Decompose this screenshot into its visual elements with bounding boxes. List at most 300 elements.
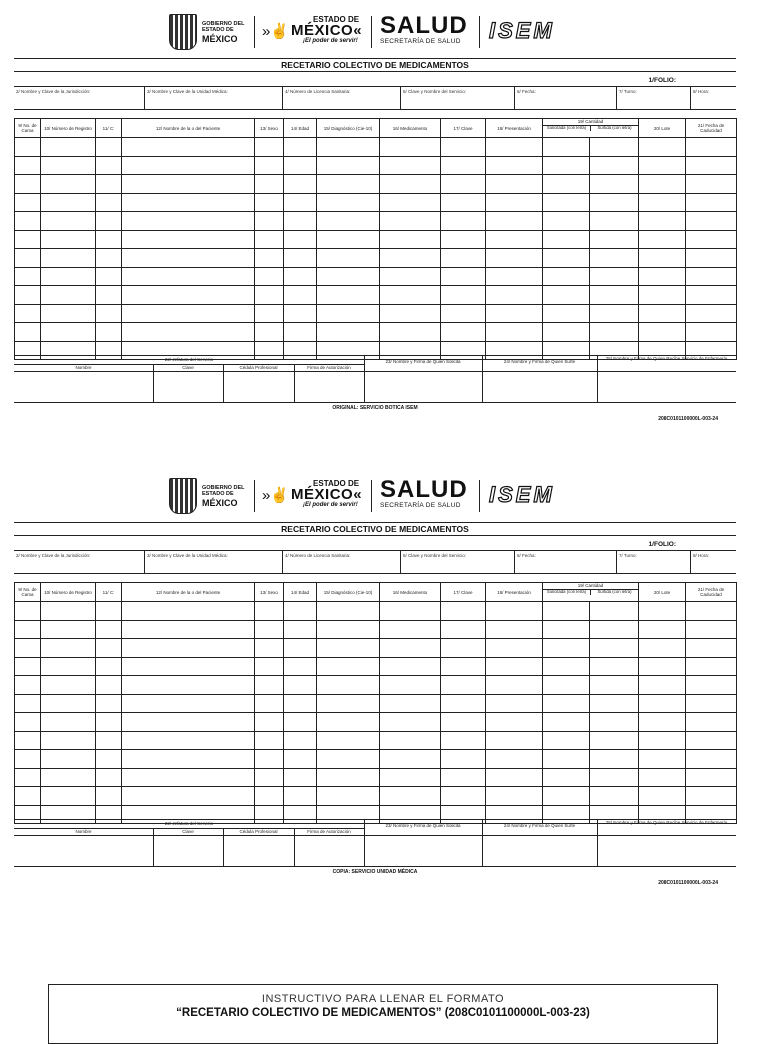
table-cell[interactable] bbox=[284, 657, 317, 676]
table-cell[interactable] bbox=[441, 731, 486, 750]
table-cell[interactable] bbox=[284, 602, 317, 621]
table-cell[interactable] bbox=[255, 138, 284, 157]
table-cell[interactable] bbox=[122, 602, 255, 621]
table-cell[interactable] bbox=[543, 156, 590, 175]
table-cell[interactable] bbox=[15, 787, 41, 806]
table-cell[interactable] bbox=[686, 676, 737, 695]
table-cell[interactable] bbox=[590, 267, 639, 286]
table-cell[interactable] bbox=[317, 323, 380, 342]
licencia-field[interactable]: 4/ Número de Licencia Sanitaria: bbox=[282, 87, 400, 109]
table-cell[interactable] bbox=[317, 639, 380, 658]
table-cell[interactable] bbox=[15, 249, 41, 268]
table-cell[interactable] bbox=[441, 286, 486, 305]
table-cell[interactable] bbox=[380, 620, 441, 639]
table-cell[interactable] bbox=[15, 175, 41, 194]
table-cell[interactable] bbox=[639, 286, 686, 305]
table-cell[interactable] bbox=[543, 249, 590, 268]
table-cell[interactable] bbox=[41, 602, 96, 621]
table-cell[interactable] bbox=[41, 731, 96, 750]
turno-field[interactable]: 7/ Turno: bbox=[616, 87, 690, 109]
table-cell[interactable] bbox=[255, 212, 284, 231]
table-cell[interactable] bbox=[284, 304, 317, 323]
table-cell[interactable] bbox=[122, 731, 255, 750]
table-cell[interactable] bbox=[639, 602, 686, 621]
table-cell[interactable] bbox=[380, 694, 441, 713]
table-cell[interactable] bbox=[590, 694, 639, 713]
table-cell[interactable] bbox=[486, 230, 543, 249]
table-cell[interactable] bbox=[380, 676, 441, 695]
table-cell[interactable] bbox=[41, 304, 96, 323]
table-cell[interactable] bbox=[122, 620, 255, 639]
table-cell[interactable] bbox=[284, 267, 317, 286]
hora-field[interactable]: 8/ Hora: bbox=[690, 551, 736, 573]
table-cell[interactable] bbox=[284, 768, 317, 787]
table-cell[interactable] bbox=[96, 694, 122, 713]
table-cell[interactable] bbox=[41, 787, 96, 806]
table-cell[interactable] bbox=[639, 694, 686, 713]
table-cell[interactable] bbox=[686, 230, 737, 249]
table-cell[interactable] bbox=[317, 694, 380, 713]
table-cell[interactable] bbox=[96, 768, 122, 787]
table-cell[interactable] bbox=[543, 175, 590, 194]
turno-field[interactable]: 7/ Turno: bbox=[616, 551, 690, 573]
table-cell[interactable] bbox=[543, 620, 590, 639]
table-cell[interactable] bbox=[284, 323, 317, 342]
table-cell[interactable] bbox=[543, 768, 590, 787]
table-cell[interactable] bbox=[590, 304, 639, 323]
table-cell[interactable] bbox=[590, 620, 639, 639]
hora-field[interactable]: 8/ Hora: bbox=[690, 87, 736, 109]
table-cell[interactable] bbox=[15, 230, 41, 249]
table-cell[interactable] bbox=[96, 323, 122, 342]
table-cell[interactable] bbox=[441, 175, 486, 194]
table-cell[interactable] bbox=[255, 694, 284, 713]
table-cell[interactable] bbox=[590, 639, 639, 658]
table-cell[interactable] bbox=[15, 731, 41, 750]
table-cell[interactable] bbox=[41, 323, 96, 342]
table-cell[interactable] bbox=[380, 193, 441, 212]
table-cell[interactable] bbox=[255, 193, 284, 212]
table-cell[interactable] bbox=[486, 787, 543, 806]
table-cell[interactable] bbox=[686, 175, 737, 194]
table-cell[interactable] bbox=[686, 193, 737, 212]
table-cell[interactable] bbox=[441, 750, 486, 769]
table-cell[interactable] bbox=[380, 230, 441, 249]
table-cell[interactable] bbox=[317, 175, 380, 194]
table-cell[interactable] bbox=[284, 212, 317, 231]
table-cell[interactable] bbox=[15, 138, 41, 157]
table-cell[interactable] bbox=[543, 676, 590, 695]
table-cell[interactable] bbox=[122, 175, 255, 194]
table-cell[interactable] bbox=[380, 323, 441, 342]
table-cell[interactable] bbox=[590, 657, 639, 676]
table-cell[interactable] bbox=[639, 304, 686, 323]
table-cell[interactable] bbox=[255, 156, 284, 175]
table-cell[interactable] bbox=[441, 138, 486, 157]
table-cell[interactable] bbox=[15, 286, 41, 305]
servicio-field[interactable]: 5/ Clave y Nombre del Servicio: bbox=[400, 87, 514, 109]
table-cell[interactable] bbox=[122, 323, 255, 342]
table-cell[interactable] bbox=[543, 787, 590, 806]
table-cell[interactable] bbox=[543, 267, 590, 286]
table-cell[interactable] bbox=[96, 156, 122, 175]
table-cell[interactable] bbox=[255, 768, 284, 787]
fecha-field[interactable]: 6/ Fecha: bbox=[514, 551, 616, 573]
table-cell[interactable] bbox=[639, 175, 686, 194]
table-cell[interactable] bbox=[441, 694, 486, 713]
table-cell[interactable] bbox=[15, 602, 41, 621]
table-cell[interactable] bbox=[122, 639, 255, 658]
table-cell[interactable] bbox=[486, 676, 543, 695]
table-cell[interactable] bbox=[15, 267, 41, 286]
table-cell[interactable] bbox=[686, 639, 737, 658]
table-cell[interactable] bbox=[639, 193, 686, 212]
table-cell[interactable] bbox=[380, 156, 441, 175]
table-cell[interactable] bbox=[486, 768, 543, 787]
table-cell[interactable] bbox=[590, 175, 639, 194]
table-cell[interactable] bbox=[255, 620, 284, 639]
table-cell[interactable] bbox=[96, 230, 122, 249]
table-cell[interactable] bbox=[686, 304, 737, 323]
table-cell[interactable] bbox=[441, 267, 486, 286]
table-cell[interactable] bbox=[590, 323, 639, 342]
table-cell[interactable] bbox=[543, 230, 590, 249]
table-cell[interactable] bbox=[380, 750, 441, 769]
table-cell[interactable] bbox=[284, 676, 317, 695]
table-cell[interactable] bbox=[486, 657, 543, 676]
table-cell[interactable] bbox=[686, 657, 737, 676]
table-cell[interactable] bbox=[486, 286, 543, 305]
table-cell[interactable] bbox=[486, 267, 543, 286]
table-cell[interactable] bbox=[639, 156, 686, 175]
table-cell[interactable] bbox=[686, 249, 737, 268]
table-cell[interactable] bbox=[96, 212, 122, 231]
table-cell[interactable] bbox=[380, 768, 441, 787]
table-cell[interactable] bbox=[639, 249, 686, 268]
table-cell[interactable] bbox=[15, 323, 41, 342]
table-cell[interactable] bbox=[15, 713, 41, 732]
table-cell[interactable] bbox=[255, 175, 284, 194]
table-cell[interactable] bbox=[41, 175, 96, 194]
table-cell[interactable] bbox=[41, 713, 96, 732]
table-cell[interactable] bbox=[122, 694, 255, 713]
table-cell[interactable] bbox=[41, 267, 96, 286]
table-cell[interactable] bbox=[639, 676, 686, 695]
table-cell[interactable] bbox=[122, 750, 255, 769]
table-cell[interactable] bbox=[380, 639, 441, 658]
table-cell[interactable] bbox=[284, 249, 317, 268]
table-cell[interactable] bbox=[15, 212, 41, 231]
table-cell[interactable] bbox=[590, 230, 639, 249]
table-cell[interactable] bbox=[639, 657, 686, 676]
table-cell[interactable] bbox=[41, 768, 96, 787]
table-cell[interactable] bbox=[96, 787, 122, 806]
table-cell[interactable] bbox=[686, 323, 737, 342]
table-cell[interactable] bbox=[686, 286, 737, 305]
table-cell[interactable] bbox=[441, 193, 486, 212]
table-cell[interactable] bbox=[255, 249, 284, 268]
table-cell[interactable] bbox=[284, 620, 317, 639]
table-cell[interactable] bbox=[96, 175, 122, 194]
table-cell[interactable] bbox=[41, 156, 96, 175]
table-cell[interactable] bbox=[686, 713, 737, 732]
table-cell[interactable] bbox=[15, 750, 41, 769]
table-cell[interactable] bbox=[41, 694, 96, 713]
table-cell[interactable] bbox=[317, 731, 380, 750]
table-cell[interactable] bbox=[41, 286, 96, 305]
table-cell[interactable] bbox=[639, 323, 686, 342]
table-cell[interactable] bbox=[486, 138, 543, 157]
table-cell[interactable] bbox=[255, 267, 284, 286]
table-cell[interactable] bbox=[380, 138, 441, 157]
table-cell[interactable] bbox=[255, 676, 284, 695]
table-cell[interactable] bbox=[639, 713, 686, 732]
table-cell[interactable] bbox=[441, 657, 486, 676]
table-cell[interactable] bbox=[486, 620, 543, 639]
table-cell[interactable] bbox=[15, 193, 41, 212]
table-cell[interactable] bbox=[486, 304, 543, 323]
table-cell[interactable] bbox=[96, 676, 122, 695]
table-cell[interactable] bbox=[122, 267, 255, 286]
table-cell[interactable] bbox=[441, 323, 486, 342]
table-cell[interactable] bbox=[96, 713, 122, 732]
table-cell[interactable] bbox=[317, 304, 380, 323]
table-cell[interactable] bbox=[590, 156, 639, 175]
table-cell[interactable] bbox=[122, 286, 255, 305]
table-cell[interactable] bbox=[441, 620, 486, 639]
table-cell[interactable] bbox=[590, 713, 639, 732]
licencia-field[interactable]: 4/ Número de Licencia Sanitaria: bbox=[282, 551, 400, 573]
table-cell[interactable] bbox=[380, 267, 441, 286]
table-cell[interactable] bbox=[284, 787, 317, 806]
table-cell[interactable] bbox=[543, 694, 590, 713]
table-cell[interactable] bbox=[686, 620, 737, 639]
table-cell[interactable] bbox=[96, 639, 122, 658]
table-cell[interactable] bbox=[15, 620, 41, 639]
table-cell[interactable] bbox=[686, 694, 737, 713]
table-cell[interactable] bbox=[441, 768, 486, 787]
table-cell[interactable] bbox=[686, 267, 737, 286]
table-cell[interactable] bbox=[15, 676, 41, 695]
table-cell[interactable] bbox=[15, 768, 41, 787]
table-cell[interactable] bbox=[486, 156, 543, 175]
table-cell[interactable] bbox=[317, 602, 380, 621]
table-cell[interactable] bbox=[255, 602, 284, 621]
table-cell[interactable] bbox=[686, 212, 737, 231]
table-cell[interactable] bbox=[255, 750, 284, 769]
table-cell[interactable] bbox=[543, 212, 590, 231]
table-cell[interactable] bbox=[284, 731, 317, 750]
table-cell[interactable] bbox=[96, 193, 122, 212]
unidad-medica-field[interactable]: 3/ Nombre y Clave de la Unidad Médica: bbox=[144, 551, 282, 573]
table-cell[interactable] bbox=[96, 620, 122, 639]
table-cell[interactable] bbox=[639, 230, 686, 249]
table-cell[interactable] bbox=[15, 657, 41, 676]
table-cell[interactable] bbox=[486, 750, 543, 769]
table-cell[interactable] bbox=[686, 787, 737, 806]
table-cell[interactable] bbox=[441, 304, 486, 323]
table-cell[interactable] bbox=[380, 304, 441, 323]
table-cell[interactable] bbox=[122, 768, 255, 787]
table-cell[interactable] bbox=[639, 620, 686, 639]
table-cell[interactable] bbox=[317, 676, 380, 695]
table-cell[interactable] bbox=[543, 657, 590, 676]
table-cell[interactable] bbox=[41, 620, 96, 639]
table-cell[interactable] bbox=[543, 731, 590, 750]
table-cell[interactable] bbox=[441, 230, 486, 249]
table-cell[interactable] bbox=[96, 304, 122, 323]
table-cell[interactable] bbox=[317, 230, 380, 249]
table-cell[interactable] bbox=[543, 713, 590, 732]
table-cell[interactable] bbox=[380, 175, 441, 194]
table-cell[interactable] bbox=[122, 249, 255, 268]
table-cell[interactable] bbox=[317, 657, 380, 676]
table-cell[interactable] bbox=[590, 787, 639, 806]
table-cell[interactable] bbox=[122, 230, 255, 249]
table-cell[interactable] bbox=[380, 787, 441, 806]
table-cell[interactable] bbox=[41, 657, 96, 676]
fecha-field[interactable]: 6/ Fecha: bbox=[514, 87, 616, 109]
table-cell[interactable] bbox=[486, 713, 543, 732]
table-cell[interactable] bbox=[380, 286, 441, 305]
table-cell[interactable] bbox=[317, 787, 380, 806]
table-cell[interactable] bbox=[441, 787, 486, 806]
table-cell[interactable] bbox=[122, 676, 255, 695]
table-cell[interactable] bbox=[486, 193, 543, 212]
table-cell[interactable] bbox=[590, 602, 639, 621]
table-cell[interactable] bbox=[122, 304, 255, 323]
table-cell[interactable] bbox=[441, 639, 486, 658]
table-cell[interactable] bbox=[255, 639, 284, 658]
table-cell[interactable] bbox=[255, 731, 284, 750]
table-cell[interactable] bbox=[41, 750, 96, 769]
table-cell[interactable] bbox=[15, 639, 41, 658]
table-cell[interactable] bbox=[639, 138, 686, 157]
table-cell[interactable] bbox=[122, 713, 255, 732]
table-cell[interactable] bbox=[639, 731, 686, 750]
table-cell[interactable] bbox=[590, 249, 639, 268]
table-cell[interactable] bbox=[284, 694, 317, 713]
table-cell[interactable] bbox=[255, 657, 284, 676]
table-cell[interactable] bbox=[380, 657, 441, 676]
table-cell[interactable] bbox=[41, 676, 96, 695]
table-cell[interactable] bbox=[543, 138, 590, 157]
table-cell[interactable] bbox=[486, 175, 543, 194]
table-cell[interactable] bbox=[284, 230, 317, 249]
table-cell[interactable] bbox=[543, 193, 590, 212]
table-cell[interactable] bbox=[15, 156, 41, 175]
table-cell[interactable] bbox=[317, 768, 380, 787]
table-cell[interactable] bbox=[122, 657, 255, 676]
table-cell[interactable] bbox=[380, 602, 441, 621]
table-cell[interactable] bbox=[639, 267, 686, 286]
table-cell[interactable] bbox=[543, 639, 590, 658]
table-cell[interactable] bbox=[590, 731, 639, 750]
table-cell[interactable] bbox=[441, 676, 486, 695]
table-cell[interactable] bbox=[41, 639, 96, 658]
table-cell[interactable] bbox=[639, 212, 686, 231]
table-cell[interactable] bbox=[41, 249, 96, 268]
table-cell[interactable] bbox=[441, 602, 486, 621]
table-cell[interactable] bbox=[441, 212, 486, 231]
table-cell[interactable] bbox=[122, 212, 255, 231]
table-cell[interactable] bbox=[686, 138, 737, 157]
table-cell[interactable] bbox=[284, 138, 317, 157]
table-cell[interactable] bbox=[543, 286, 590, 305]
table-cell[interactable] bbox=[122, 138, 255, 157]
table-cell[interactable] bbox=[284, 713, 317, 732]
table-cell[interactable] bbox=[317, 156, 380, 175]
table-cell[interactable] bbox=[96, 138, 122, 157]
table-cell[interactable] bbox=[317, 193, 380, 212]
table-cell[interactable] bbox=[41, 230, 96, 249]
jurisdiccion-field[interactable]: 2/ Nombre y Clave de la Jurisdicción: bbox=[16, 553, 91, 558]
table-cell[interactable] bbox=[590, 212, 639, 231]
table-cell[interactable] bbox=[41, 212, 96, 231]
table-cell[interactable] bbox=[284, 286, 317, 305]
table-cell[interactable] bbox=[441, 156, 486, 175]
table-cell[interactable] bbox=[686, 768, 737, 787]
table-cell[interactable] bbox=[590, 193, 639, 212]
table-cell[interactable] bbox=[96, 657, 122, 676]
table-cell[interactable] bbox=[284, 639, 317, 658]
table-cell[interactable] bbox=[686, 602, 737, 621]
table-cell[interactable] bbox=[255, 787, 284, 806]
table-cell[interactable] bbox=[122, 156, 255, 175]
table-cell[interactable] bbox=[380, 249, 441, 268]
table-cell[interactable] bbox=[41, 138, 96, 157]
table-cell[interactable] bbox=[686, 750, 737, 769]
table-cell[interactable] bbox=[122, 193, 255, 212]
table-cell[interactable] bbox=[486, 212, 543, 231]
table-cell[interactable] bbox=[255, 286, 284, 305]
table-cell[interactable] bbox=[590, 138, 639, 157]
table-cell[interactable] bbox=[15, 304, 41, 323]
unidad-medica-field[interactable]: 3/ Nombre y Clave de la Unidad Médica: bbox=[144, 87, 282, 109]
table-cell[interactable] bbox=[441, 713, 486, 732]
table-cell[interactable] bbox=[96, 286, 122, 305]
table-cell[interactable] bbox=[486, 731, 543, 750]
table-cell[interactable] bbox=[317, 267, 380, 286]
table-cell[interactable] bbox=[284, 193, 317, 212]
table-cell[interactable] bbox=[255, 323, 284, 342]
table-cell[interactable] bbox=[486, 602, 543, 621]
table-cell[interactable] bbox=[590, 676, 639, 695]
table-cell[interactable] bbox=[317, 620, 380, 639]
table-cell[interactable] bbox=[486, 249, 543, 268]
table-cell[interactable] bbox=[96, 267, 122, 286]
table-cell[interactable] bbox=[543, 750, 590, 769]
table-cell[interactable] bbox=[639, 768, 686, 787]
table-cell[interactable] bbox=[255, 230, 284, 249]
table-cell[interactable] bbox=[486, 639, 543, 658]
table-cell[interactable] bbox=[639, 787, 686, 806]
table-cell[interactable] bbox=[486, 323, 543, 342]
table-cell[interactable] bbox=[590, 286, 639, 305]
servicio-field[interactable]: 5/ Clave y Nombre del Servicio: bbox=[400, 551, 514, 573]
table-cell[interactable] bbox=[380, 212, 441, 231]
table-cell[interactable] bbox=[15, 694, 41, 713]
table-cell[interactable] bbox=[317, 212, 380, 231]
table-cell[interactable] bbox=[317, 750, 380, 769]
table-cell[interactable] bbox=[255, 713, 284, 732]
table-cell[interactable] bbox=[543, 304, 590, 323]
table-cell[interactable] bbox=[543, 602, 590, 621]
table-cell[interactable] bbox=[590, 768, 639, 787]
table-cell[interactable] bbox=[486, 694, 543, 713]
table-cell[interactable] bbox=[41, 193, 96, 212]
table-cell[interactable] bbox=[380, 713, 441, 732]
